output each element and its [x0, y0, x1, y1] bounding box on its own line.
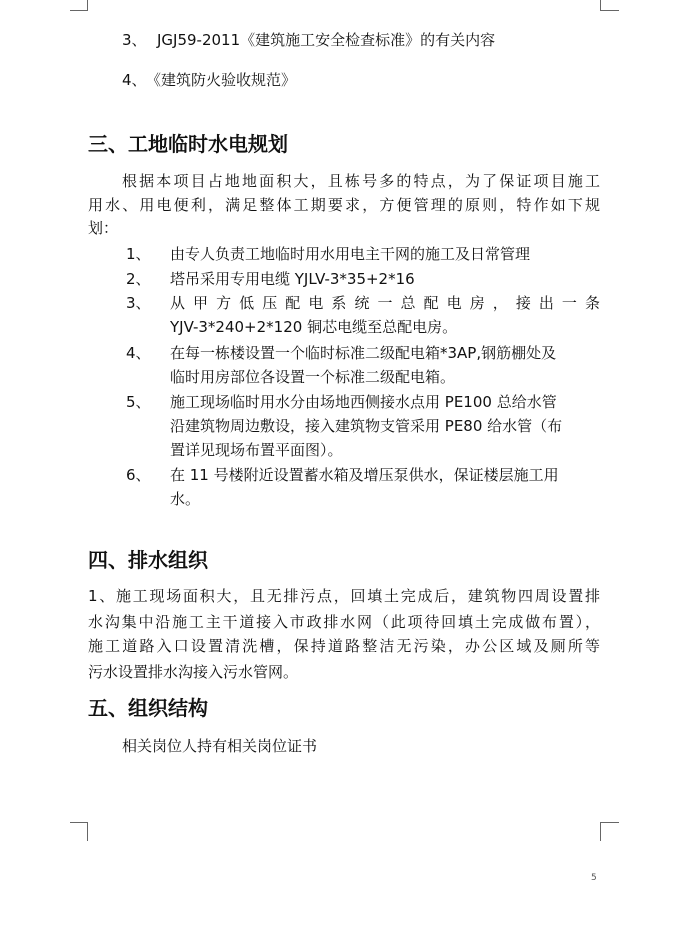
- list-number: 5、: [126, 393, 151, 411]
- section-body: [88, 586, 600, 682]
- ref-number: 3、: [122, 31, 147, 49]
- list-item: 施工现场临时用水分由场地西侧接水点用 PE100 总给水管: [170, 393, 557, 411]
- list-item: 由专人负责工地临时用水用电主干网的施工及日常管理: [170, 245, 531, 263]
- section-heading: 三、工地临时水电规划: [88, 132, 288, 156]
- list-item: 塔吊采用专用电缆 YJLV-3*35+2*16: [170, 270, 415, 288]
- paragraph-line: 污水设置排水沟接入污水管网。: [88, 663, 299, 681]
- list-item: 从甲方低压配电系统一总配电房，接出一条: [170, 294, 600, 312]
- section-body: 相关岗位人持有相关岗位证书: [122, 737, 318, 755]
- paragraph-line: 1、施工现场面积大，且无排污点，回填土完成后，建筑物四周设置排: [88, 587, 600, 605]
- section-heading: 四、排水组织: [88, 548, 208, 572]
- crop-mark-bottom-right: [600, 822, 619, 841]
- list-number: 6、: [126, 466, 151, 484]
- list-item: 在 11 号楼附近设置蓄水箱及增压泵供水，保证楼层施工用: [170, 466, 559, 484]
- ref-item: JGJ59-2011《建筑施工安全检查标准》的有关内容: [157, 31, 496, 49]
- crop-mark-top-right: [600, 0, 619, 11]
- section-intro: [88, 171, 600, 238]
- paragraph-line: 用水、用电便利，满足整体工期要求，方便管理的原则，特作如下规: [88, 196, 600, 214]
- ref-number: 4、: [122, 71, 147, 89]
- paragraph-line: 根据本项目占地地面积大，且栋号多的特点，为了保证项目施工: [122, 172, 600, 190]
- list-number: 1、: [126, 245, 151, 263]
- paragraph-line: 水沟集中沿施工主干道接入市政排水网（此项待回填土完成做布置），: [88, 613, 600, 631]
- ref-item: 《建筑防火验收规范》: [146, 71, 297, 89]
- crop-mark-bottom-left: [70, 822, 88, 841]
- paragraph-line: 施工道路入口设置清洗槽，保持道路整洁无污染，办公区域及厕所等: [88, 637, 600, 655]
- paragraph-line: 划：: [88, 219, 119, 237]
- list-item-continued: 沿建筑物周边敷设，接入建筑物支管采用 PE80 给水管（布: [170, 417, 563, 435]
- list-number: 3、: [126, 294, 151, 312]
- list-item-continued: 置详见现场布置平面图）。: [170, 441, 343, 459]
- list-number: 2、: [126, 270, 151, 288]
- page-number: 5: [591, 873, 597, 883]
- crop-mark-top-left: [70, 0, 88, 11]
- list-item-continued: 水。: [170, 490, 201, 508]
- section-heading: 五、组织结构: [88, 696, 208, 720]
- list-item: 在每一栋楼设置一个临时标准二级配电箱*3AP,钢筋棚处及: [170, 344, 557, 362]
- list-item-continued: YJV-3*240+2*120 铜芯电缆至总配电房。: [170, 318, 458, 336]
- list-item-continued: 临时用房部位各设置一个标准二级配电箱。: [170, 368, 456, 386]
- list-number: 4、: [126, 344, 151, 362]
